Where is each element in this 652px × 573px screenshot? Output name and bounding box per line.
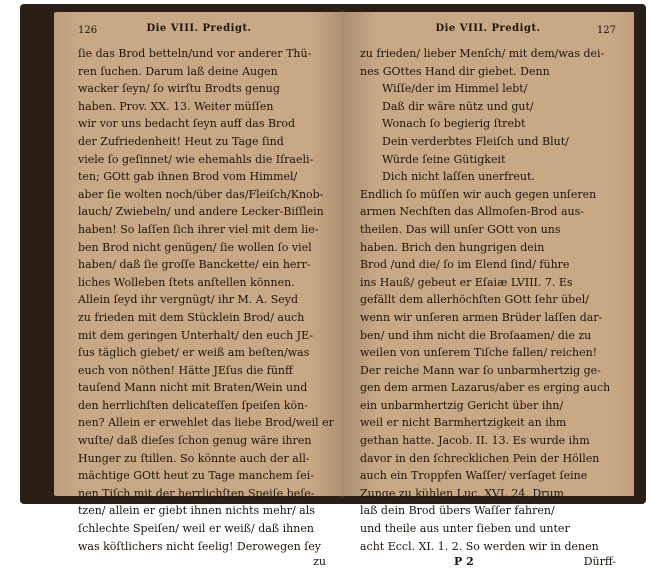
left-page-footer	[54, 555, 344, 573]
text-line: und theile aus unter ſieben und unter	[360, 522, 570, 536]
text-line: den herrlichſten delicateſſen ſpeiſen kön-	[78, 398, 308, 412]
text-line: wuſte/ daß dieſes ſchon genug wäre ihren	[78, 434, 312, 448]
text-line: ben/ und ihm nicht die Broſaamen/ die zu	[360, 328, 592, 342]
text-line: gethan hatte. Jacob. II. 13. Es wurde ihm	[360, 434, 590, 448]
left-page-text	[54, 45, 344, 555]
left-page-number: 126	[78, 25, 98, 36]
text-line: ein unbarmhertzig Gericht über ihn/	[360, 398, 564, 412]
text-line: Endlich ſo müſſen wir auch gegen unſeren	[360, 187, 597, 201]
text-line: euch von nöthen! Hätte JEſus die fünff	[78, 363, 293, 377]
text-line: ben Brod nicht genügen/ ſie wollen ſo viel	[78, 240, 312, 254]
text-line: haben. Prov. XX. 13. Weiter müſſen	[78, 99, 274, 113]
text-line: Der reiche Mann war ſo unbarmhertzig ge-	[360, 363, 601, 377]
right-page-header	[342, 23, 634, 39]
text-line: auch ein Troppfen Waſſer/ verſaget ſeine	[360, 469, 588, 483]
text-line: Daß dir wäre nütz und gut/	[382, 99, 534, 113]
text-line: zu frieden/ lieber Menſch/ mit dem/was dei-	[360, 47, 605, 60]
text-line: ſie das Brod betteln/und vor anderer Thü-	[78, 47, 312, 60]
text-line: wenn wir unſeren armen Brüder laſſen dar-	[360, 310, 603, 324]
left-page-header	[54, 23, 344, 39]
text-line: ins Hauß/ gebeut er Eſaiæ LVIII. 7. Es	[360, 275, 573, 289]
text-line: Dich nicht laſſen unerfreut.	[382, 170, 535, 184]
text-line: liches Wolleben ſtets anſtellen können.	[78, 275, 295, 289]
right-page-number: 127	[596, 25, 616, 36]
text-line: Wonach ſo begierig ſtrebt	[382, 117, 526, 131]
text-line: Brod /und die/ ſo im Elend ſind/ führe	[360, 258, 570, 272]
text-line: nen? Allein er erwehlet das liebe Brod/weil er	[78, 416, 334, 430]
text-line: haben/ daß ſie groſſe Banckette/ ein herr-	[78, 258, 311, 272]
text-line: Dein verderbtes Fleiſch und Blut/	[382, 134, 569, 148]
text-line: haben! So laſſen ſich ihrer viel mit dem lie-	[78, 222, 319, 236]
left-catchword: zu	[313, 555, 326, 569]
text-line: Hunger zu ſtillen. So könnte auch der all-	[78, 451, 310, 465]
text-line: aber ſie wolten noch/über das/Fleiſch/Knob-	[78, 187, 324, 201]
text-line: viele ſo geſinnet/ wie ehemahls die Iſraeli-	[78, 152, 314, 166]
text-line: haben. Brich den hungrigen dein	[360, 240, 545, 254]
right-catchword: Dürff-	[583, 555, 616, 569]
text-line: der Zufriedenheit! Heut zu Tage ſind	[78, 134, 284, 148]
text-line: ſchlechte Speiſen/ weil er weiß/ daß ihnen	[78, 522, 314, 536]
right-running-title: Die VIII. Predigt.	[435, 23, 541, 34]
text-line: mit dem geringen Unterhalt/ den euch JE-	[78, 328, 314, 342]
text-line: laß dein Brod übers Waſſer fahren/	[360, 504, 555, 518]
text-line: acht Eccl. XI. 1. 2. So werden wir in denen	[360, 539, 599, 553]
text-line: lauch/ Zwiebeln/ und andere Lecker-Biſſlein	[78, 205, 324, 219]
right-page-footer	[342, 555, 634, 573]
text-line: ten; GOtt gab ihnen Brod vom Himmel/	[78, 170, 298, 184]
text-line: mächtige GOtt heut zu Tage manchem ſei-	[78, 469, 314, 483]
text-line: wacker ſeyn/ ſo wirſtu Brodts genug	[78, 82, 280, 96]
text-line: weilen von unſerem Tiſche fallen/ reichen!	[360, 346, 598, 360]
text-line: ren ſuchen. Darum laß deine Augen	[78, 64, 278, 78]
text-line: was köſtlichers nicht ſeelig! Derowegen ſey	[78, 539, 321, 553]
left-running-title: Die VIII. Predigt.	[146, 23, 252, 34]
signature-mark: P 2	[454, 555, 474, 569]
text-line: theilen. Das will unſer GOtt von uns	[360, 222, 561, 236]
right-page	[342, 12, 634, 569]
text-line: ſus täglich giebet/ er weiß am beſten/was	[78, 346, 310, 360]
text-line: tauſend Mann nicht mit Braten/Wein und	[78, 381, 308, 395]
text-line: wir vor uns bedacht ſeyn auff das Brod	[78, 117, 295, 131]
text-line: Allein ſeyd ihr vergnügt/ ihr M. A. Seyd	[78, 293, 298, 307]
text-line: tzen/ allein er giebt ihnen nichts mehr/ als	[78, 504, 315, 518]
text-line: Würde ſeine Gütigkeit	[382, 152, 506, 166]
left-page	[54, 12, 344, 569]
text-line: zu frieden mit dem Stücklein Brod/ auch	[78, 310, 305, 324]
text-line: Wiſſe/der im Himmel lebt/	[382, 82, 528, 96]
right-page-text	[342, 45, 634, 555]
text-line: Zunge zu kühlen Luc. XVI. 24. Drum	[360, 486, 564, 500]
text-line: gen dem armen Lazarus/aber es erging auch	[360, 381, 611, 395]
text-line: nen Tiſch mit der herrlichſten Speiſe beſe-	[78, 486, 315, 500]
text-line: armen Nechſten das Allmoſen-Brod aus-	[360, 205, 584, 219]
text-line: nes GOttes Hand dir giebet. Denn	[360, 64, 550, 78]
book	[20, 4, 646, 569]
text-line: weil er nicht Barmhertzigkeit an ihm	[360, 416, 567, 430]
text-line: gefällt dem allerhöchſten GOtt ſehr übel/	[360, 293, 589, 307]
text-line: davor in den ſchrecklichen Pein der Höllen	[360, 451, 600, 465]
